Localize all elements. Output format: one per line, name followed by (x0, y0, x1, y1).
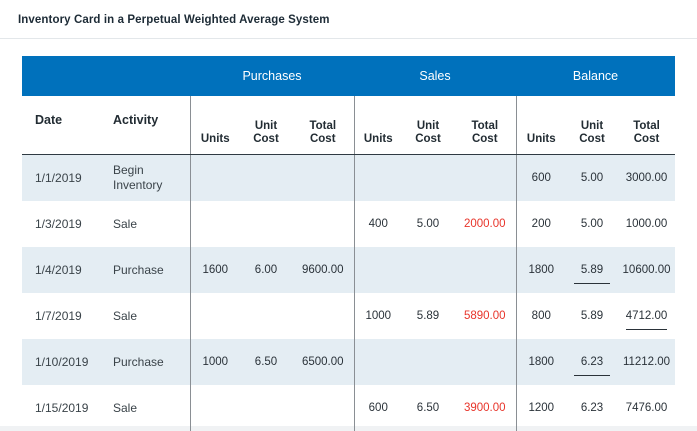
cell-purchase-unit-cost: 6.50 (240, 339, 292, 385)
cell-sale-units: 600 (354, 385, 402, 431)
cell-purchase-unit-cost (240, 385, 292, 431)
total-word: Total (309, 120, 336, 132)
cell-purchase-units (190, 385, 240, 431)
group-header-purchases: Purchases (190, 56, 354, 96)
cell-balance-total-cost: 3000.00 (618, 155, 675, 202)
cell-sale-units: 400 (354, 201, 402, 247)
cell-balance-total-cost: 11212.00 (618, 339, 675, 385)
col-header-sale-unit-cost (402, 96, 454, 155)
table-container (0, 39, 697, 431)
cell-balance-units: 1200 (516, 385, 566, 431)
cell-date: 1/7/2019 (22, 293, 100, 339)
cell-sale-unit-cost (402, 155, 454, 202)
unit-word: Unit (255, 120, 277, 132)
cell-purchase-units (190, 201, 240, 247)
cell-balance-unit-cost: 5.00 (566, 155, 618, 202)
cell-sale-units (354, 339, 402, 385)
cell-date: 1/1/2019 (22, 155, 100, 202)
col-header-balance-total-cost (618, 96, 675, 155)
cell-balance-units: 800 (516, 293, 566, 339)
table-row (22, 339, 675, 385)
table-row (22, 385, 675, 431)
cost-word: Cost (310, 133, 336, 145)
col-header-sale-units-text: Units (364, 133, 393, 145)
cell-purchase-total-cost (292, 201, 354, 247)
cell-purchase-total-cost: 6500.00 (292, 339, 354, 385)
cell-activity: Sale (100, 293, 190, 339)
cell-purchase-total-cost (292, 385, 354, 431)
col-header-balance-units-text: Units (527, 133, 556, 145)
cell-date: 1/10/2019 (22, 339, 100, 385)
total-word: Total (633, 120, 660, 132)
page-title: Inventory Card in a Perpetual Weighted Average System (0, 0, 697, 38)
col-header-sale-total-cost (454, 96, 516, 155)
cell-purchase-unit-cost (240, 201, 292, 247)
cell-purchase-unit-cost: 6.00 (240, 247, 292, 293)
cell-sale-units (354, 247, 402, 293)
unit-word: Unit (581, 120, 603, 132)
cell-sale-total-cost (454, 155, 516, 202)
inventory-table (22, 56, 675, 431)
cell-purchase-unit-cost (240, 155, 292, 202)
group-header-row (22, 56, 675, 96)
cell-balance-unit-cost: 5.89 (566, 293, 618, 339)
cell-balance-total-cost: 1000.00 (618, 201, 675, 247)
col-header-purchase-units (190, 96, 240, 155)
cell-balance-total-cost: 7476.00 (618, 385, 675, 431)
cell-purchase-total-cost (292, 155, 354, 202)
cell-sale-units: 1000 (354, 293, 402, 339)
cell-sale-total-cost (454, 247, 516, 293)
cell-balance-units: 1800 (516, 339, 566, 385)
column-header-row (22, 96, 675, 155)
table-body (22, 155, 675, 431)
table-row (22, 201, 675, 247)
col-header-balance-unit-cost (566, 96, 618, 155)
cell-balance-total-cost: 4712.00 (618, 293, 675, 339)
cell-sale-unit-cost: 5.00 (402, 201, 454, 247)
cell-sale-total-cost (454, 339, 516, 385)
cost-word: Cost (472, 133, 498, 145)
cell-sale-unit-cost (402, 247, 454, 293)
cell-date: 1/4/2019 (22, 247, 100, 293)
cell-activity: Purchase (100, 247, 190, 293)
cell-purchase-unit-cost (240, 293, 292, 339)
cell-balance-units: 600 (516, 155, 566, 202)
cell-purchase-units: 1600 (190, 247, 240, 293)
cell-sale-unit-cost: 5.89 (402, 293, 454, 339)
cell-balance-total-cost: 10600.00 (618, 247, 675, 293)
cell-balance-unit-cost: 6.23 (566, 339, 618, 385)
total-word: Total (471, 120, 498, 132)
cell-sale-total-cost: 3900.00 (454, 385, 516, 431)
cell-activity: Sale (100, 201, 190, 247)
unit-word: Unit (417, 120, 439, 132)
cell-sale-total-cost: 5890.00 (454, 293, 516, 339)
cell-activity: Purchase (100, 339, 190, 385)
cell-balance-unit-cost: 6.23 (566, 385, 618, 431)
col-header-date: Date (22, 96, 100, 155)
cell-date: 1/3/2019 (22, 201, 100, 247)
col-header-sale-units (354, 96, 402, 155)
group-header-blank (22, 56, 190, 96)
table-row (22, 155, 675, 202)
cell-purchase-units: 1000 (190, 339, 240, 385)
cost-word: Cost (579, 133, 605, 145)
group-header-balance: Balance (516, 56, 675, 96)
cell-date: 1/15/2019 (22, 385, 100, 431)
cell-activity: Sale (100, 385, 190, 431)
group-header-sales: Sales (354, 56, 516, 96)
cell-balance-unit-cost: 5.00 (566, 201, 618, 247)
table-row (22, 293, 675, 339)
cell-purchase-total-cost: 9600.00 (292, 247, 354, 293)
cost-word: Cost (415, 133, 441, 145)
cell-purchase-total-cost (292, 293, 354, 339)
cell-balance-units: 200 (516, 201, 566, 247)
col-header-purchase-unit-cost (240, 96, 292, 155)
cell-sale-total-cost: 2000.00 (454, 201, 516, 247)
col-header-balance-units (516, 96, 566, 155)
cell-balance-unit-cost: 5.89 (566, 247, 618, 293)
table-row (22, 247, 675, 293)
cell-sale-units (354, 155, 402, 202)
cell-sale-unit-cost (402, 339, 454, 385)
col-header-purchase-units-text: Units (201, 133, 230, 145)
cell-purchase-units (190, 293, 240, 339)
col-header-purchase-total-cost (292, 96, 354, 155)
cost-word: Cost (634, 133, 660, 145)
col-header-activity: Activity (100, 96, 190, 155)
cell-sale-unit-cost: 6.50 (402, 385, 454, 431)
cost-word: Cost (253, 133, 279, 145)
cell-purchase-units (190, 155, 240, 202)
cell-balance-units: 1800 (516, 247, 566, 293)
cell-activity: Begin Inventory (100, 155, 190, 202)
